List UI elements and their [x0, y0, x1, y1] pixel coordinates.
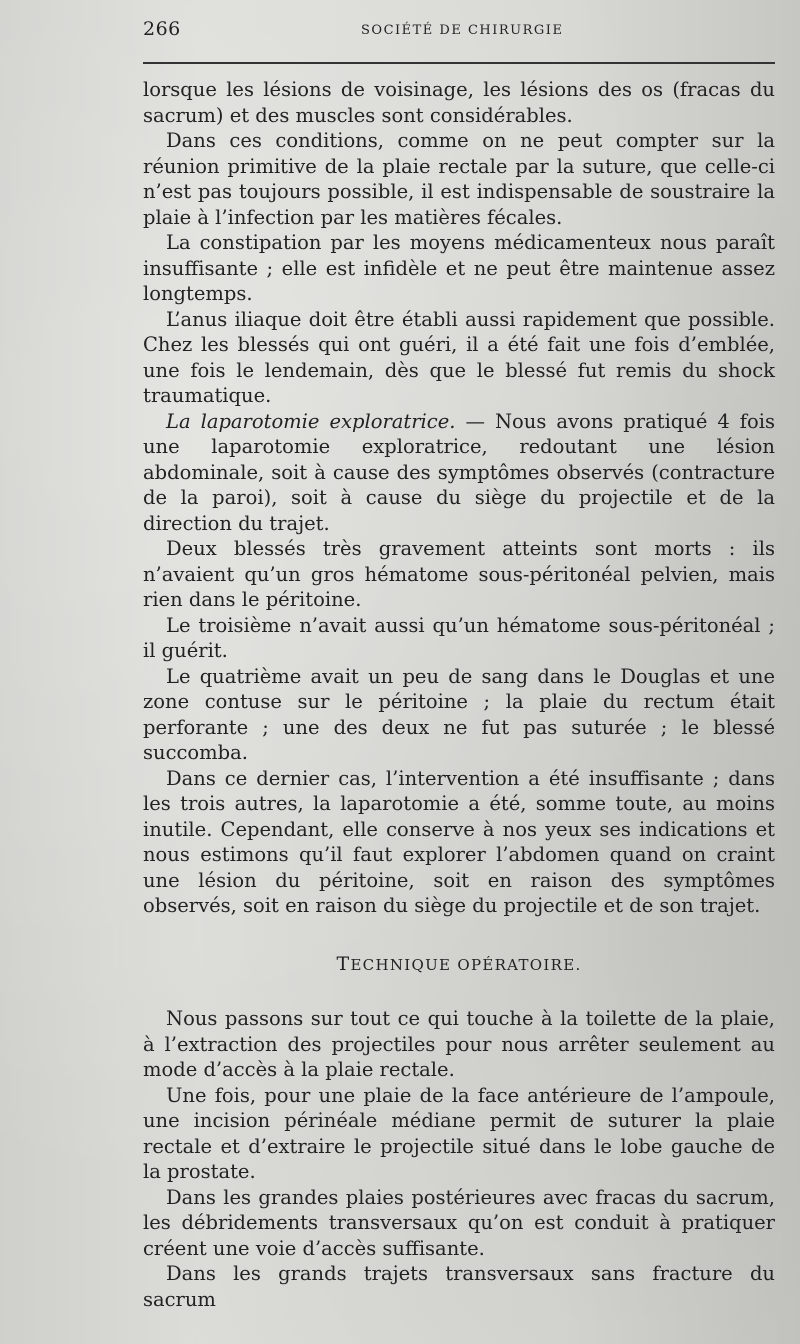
paragraph-continuation: lorsque les lésions de voisinage, les lésions des os (fracas du sacrum) et des muscles sont considérables.	[143, 78, 775, 127]
paragraph-text: — Nous avons pratiqué 4 fois une laparotomie exploratrice, redoutant une lésion abdominale, soit à cause des symptômes observés (contracture de la paroi), soit à cause du siège du projectile et de la direction du trajet.	[143, 409, 775, 535]
paragraph: L’anus iliaque doit être établi aussi rapidement que possible. Chez les blessés qui ont guéri, il a été fait une fois d’emblée, une fois le lendemain, dès que le blessé fut remis du shock traumatique.	[143, 307, 775, 407]
page-header	[143, 18, 775, 46]
paragraph: La constipation par les moyens médicamenteux nous paraît insuffisante ; elle est infidèle et ne peut être maintenue assez longtemps.	[143, 231, 775, 305]
paragraph: Dans ces conditions, comme on ne peut compter sur la réunion primitive de la plaie rectale par la suture, que celle-ci n’est pas toujours possible, il est indispensable de soustraire la plaie à l’infection par les matières fécales.	[143, 129, 775, 229]
paragraph: Le troisième n’avait aussi qu’un hématome sous-péritonéal ; il guérit.	[143, 613, 775, 662]
paragraph: Deux blessés très gravement atteints sont morts : ils n’avaient qu’un gros hématome sous-péritonéal pelvien, mais rien dans le péritoine.	[143, 537, 775, 611]
section-heading: TECHNIQUE OPÉRATOIRE.	[336, 952, 582, 975]
paragraph: Le quatrième avait un peu de sang dans le Douglas et une zone contuse sur le péritoine ; la plaie du rectum était perforante ; une des deux ne fut pas suturée ; le blessé succomba.	[143, 664, 775, 764]
paragraph: Dans les grandes plaies postérieures avec fracas du sacrum, les débridements transversaux qu’on est conduit à pratiquer créent une voie d’accès suffisante.	[143, 1185, 775, 1260]
running-head: SOCIÉTÉ DE CHIRURGIE	[361, 23, 564, 38]
paragraph: Dans ce dernier cas, l’intervention a été insuffisante ; dans les trois autres, la laparotomie a été, somme toute, au moins inutile. Cependant, elle conserve à nos yeux ses indications et nous estimons qu’il faut explorer l’abdomen quand on craint une lésion du péritoine, soit en raison des symptômes observés, soit en raison du siège du projectile et de son trajet.	[143, 766, 775, 917]
italic-run-in-title: La laparotomie exploratrice.	[166, 409, 456, 433]
page-number: 266	[143, 18, 181, 40]
paragraph: Nous passons sur tout ce qui touche à la toilette de la plaie, à l’extraction des projectiles pour nous arrêter seulement au mode d’accès à la plaie rectale.	[143, 1007, 775, 1081]
paragraph-truncated: Dans les grands trajets transversaux sans fracture du sacrum	[143, 1262, 775, 1311]
body-text	[143, 77, 775, 1312]
header-rule	[143, 62, 775, 64]
paragraph-laparotomie	[143, 409, 775, 537]
paragraph: Une fois, pour une plaie de la face antérieure de l’ampoule, une incision périnéale médiane permit de suturer la plaie rectale et d’extraire le projectile situé dans le lobe gauche de la prostate.	[143, 1083, 775, 1183]
